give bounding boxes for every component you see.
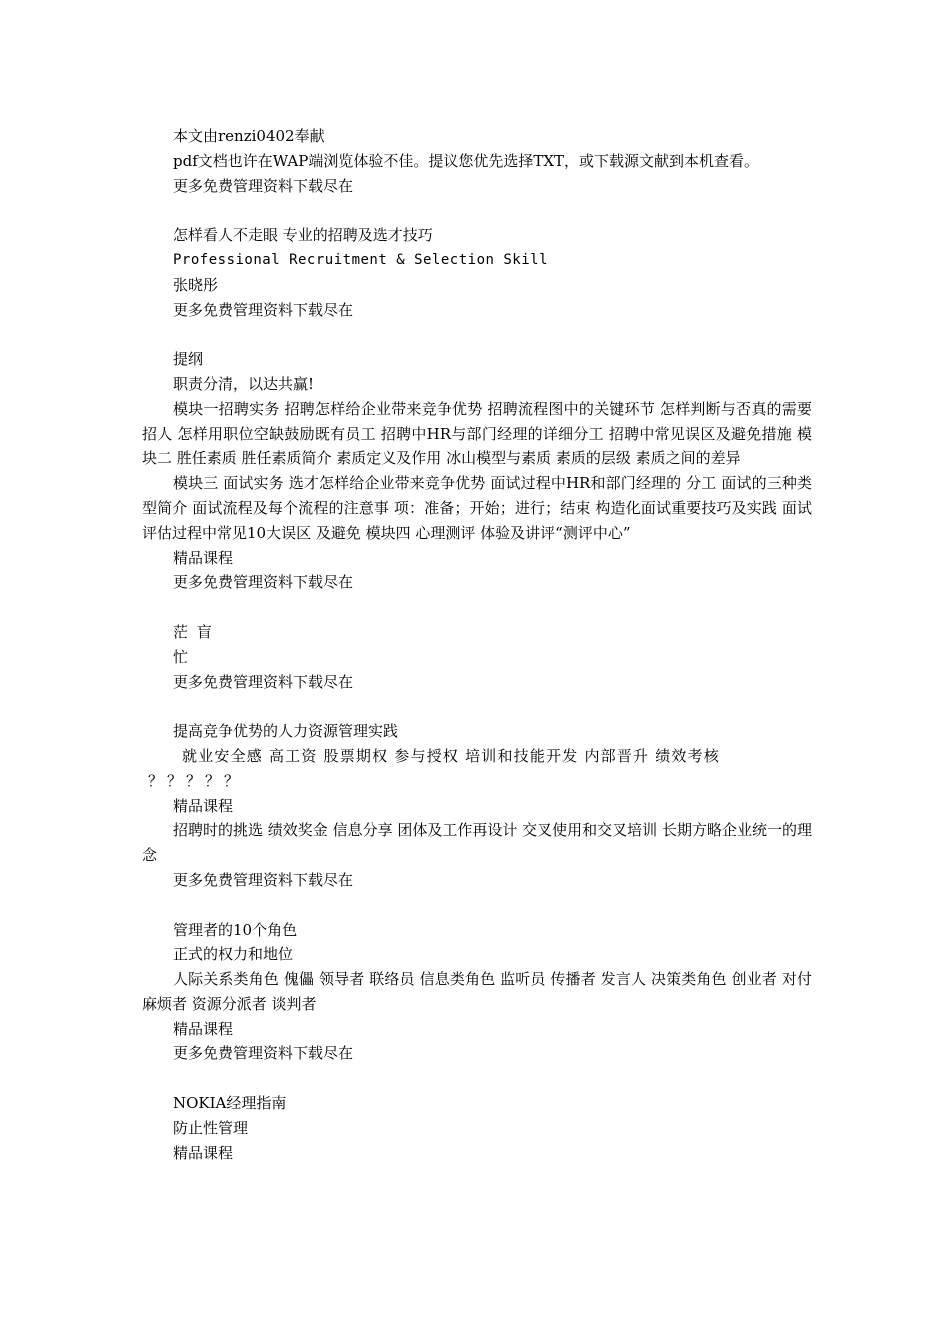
hr-practice-items: 就业安全感 高工资 股票期权 参与授权 培训和技能开发 内部晋升 绩效考核	[182, 746, 721, 765]
spacer	[142, 1066, 812, 1091]
hr-practice-title: 提高竞争优势的人力资源管理实践	[173, 722, 399, 741]
roles-paragraph: 人际关系类角色 傀儡 领导者 联络员 信息类角色 监听员 传播者 发言人 决策类角色 创业者 对付麻烦者 资源分派者 谈判者	[142, 970, 812, 1013]
more-free-line: 更多免费管理资料下载尽在	[173, 300, 354, 319]
outline-label: 提纲	[173, 350, 204, 369]
spacer	[142, 893, 812, 918]
more-free-line: 更多免费管理资料下载尽在	[173, 672, 354, 691]
spacer	[142, 322, 812, 347]
formal-power: 正式的权力和地位	[173, 945, 294, 964]
spacer	[142, 595, 812, 620]
document-page	[142, 124, 812, 1165]
quality-course: 精品课程	[173, 796, 234, 815]
question-marks: ？？？？？	[148, 771, 244, 790]
nokia-title: NOKIA经理指南	[173, 1094, 287, 1113]
quality-course: 精品课程	[173, 1019, 234, 1038]
title-cn: 怎样看人不走眼 专业的招聘及选才技巧	[173, 226, 433, 245]
header-notice: pdf文档也许在WAP端浏览体验不佳。提议您优先选择TXT，或下载源文献到本机查看。	[173, 151, 760, 170]
quality-course: 精品课程	[173, 548, 234, 567]
more-free-line: 更多免费管理资料下载尽在	[173, 870, 354, 889]
quality-course: 精品课程	[173, 1143, 234, 1162]
more-free-line: 更多免费管理资料下载尽在	[173, 176, 354, 195]
slogan: 职责分清，以达共赢!	[173, 374, 315, 393]
preventive-management: 防止性管理	[173, 1118, 249, 1137]
title-en: Professional Recruitment & Selection Skill	[173, 251, 549, 268]
header-contributor: 本文由renzi0402奉献	[173, 127, 325, 145]
modules-paragraph-2: 模块三 面试实务 选才怎样给企业带来竞争优势 面试过程中HR和部门经理的 分工 面试的三种类型简介 面试流程及每个流程的注意事 项：准备；开始；进行；结束 构造化面试重要技巧及实践 面试评估过程中常见10大误区 及避免 模块四 心理测评 体验及讲评“测评中心”	[142, 474, 812, 542]
spacer	[142, 694, 812, 719]
hr-practice-paragraph: 招聘时的挑选 绩效奖金 信息分享 团体及工作再设计 交叉使用和交叉培训 长期方略企业统一的理念	[142, 821, 812, 865]
more-free-line: 更多免费管理资料下载尽在	[173, 573, 354, 592]
modules-paragraph-1: 模块一招聘实务 招聘怎样给企业带来竞争优势 招聘流程图中的关键环节 怎样判断与否真的需要招人 怎样用职位空缺鼓励既有员工 招聘中HR与部门经理的详细分工 招聘中常见误区及避免措施 模块二 胜任素质 胜任素质简介 素质定义及作用 冰山模型与素质 素质的层级 素质之间的差异	[142, 399, 812, 468]
more-free-line: 更多免费管理资料下载尽在	[173, 1044, 354, 1063]
mang-line: 茫 盲	[173, 622, 214, 641]
manager-roles-title: 管理者的10个角色	[173, 920, 298, 939]
spacer	[142, 198, 812, 223]
author: 张晓彤	[173, 275, 219, 294]
mang-line-2: 忙	[173, 647, 189, 666]
